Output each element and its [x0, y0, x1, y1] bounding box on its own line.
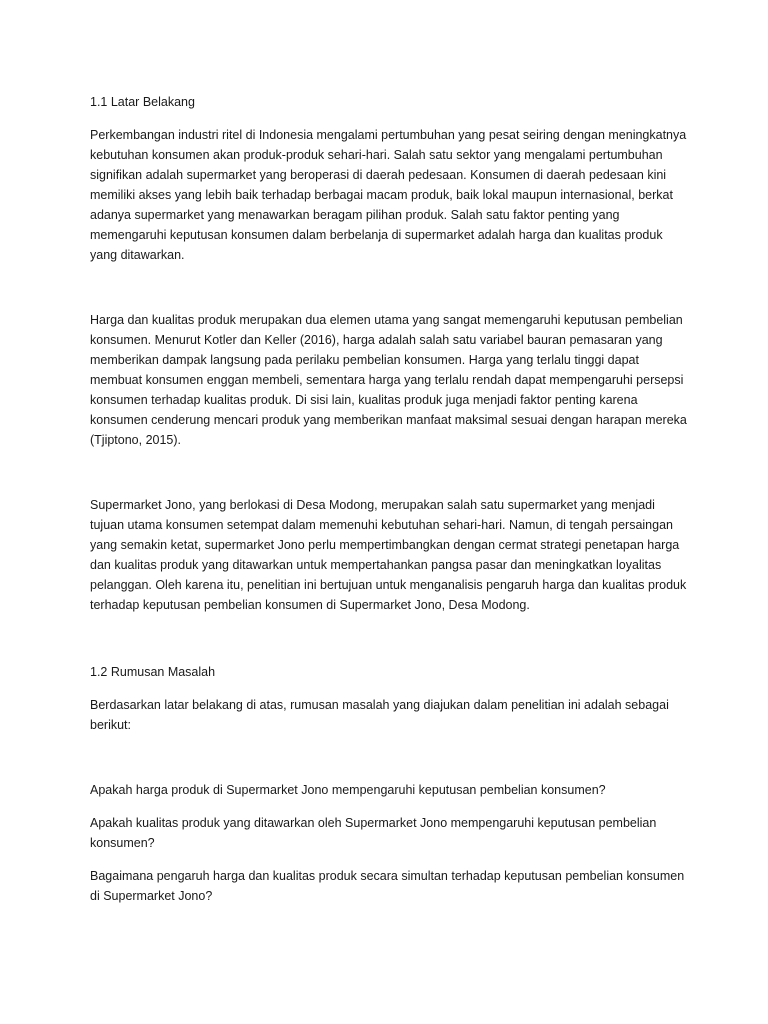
- section-spacer: [90, 628, 690, 662]
- paragraph-latar-belakang-1: Perkembangan industri ritel di Indonesia mengalami pertumbuhan yang pesat seiring dengan meningkatnya kebutuhan konsumen akan produk-produk sehari-hari. Salah satu sektor yang mengalami pertumbuhan signifikan adalah supermarket yang beroperasi di daerah pedesaan. Konsumen di daerah pedesaan kini memiliki akses yang lebih baik terhadap berbagai macam produk, baik lokal maupun internasional, berkat adanya supermarket yang menawarkan beragam pilihan produk. Salah satu faktor penting yang memengaruhi keputusan konsumen dalam berbelanja di supermarket adalah harga dan kualitas produk yang ditawarkan.: [90, 128, 687, 262]
- section-heading-latar-belakang: 1.1 Latar Belakang: [90, 95, 195, 109]
- question-item-1: Apakah harga produk di Supermarket Jono mempengaruhi keputusan pembelian konsumen?: [90, 783, 606, 797]
- paragraph-latar-belakang-2: Harga dan kualitas produk merupakan dua elemen utama yang sangat memengaruhi keputusan pembelian konsumen. Menurut Kotler dan Keller (2016), harga adalah salah satu variabel bauran pemasaran yang memberikan dampak langsung pada perilaku pembelian konsumen. Harga yang terlalu tinggi dapat membuat konsumen enggan membeli, sementara harga yang terlalu rendah dapat mempengaruhi persepsi konsumen terhadap kualitas produk. Di sisi lain, kualitas produk juga menjadi faktor penting karena konsumen cenderung mencari produk yang memberikan manfaat maksimal sesuai dengan harapan mereka (Tjiptono, 2015).: [90, 313, 687, 447]
- paragraph-rumusan-intro: Berdasarkan latar belakang di atas, rumusan masalah yang diajukan dalam penelitian ini adalah sebagai berikut:: [90, 698, 669, 732]
- question-item-3: Bagaimana pengaruh harga dan kualitas produk secara simultan terhadap keputusan pembelian konsumen di Supermarket Jono?: [90, 869, 685, 903]
- document-page: [90, 92, 690, 919]
- paragraph-latar-belakang-3: Supermarket Jono, yang berlokasi di Desa Modong, merupakan salah satu supermarket yang menjadi tujuan utama konsumen setempat dalam memenuhi kebutuhan sehari-hari. Namun, di tengah persaingan yang semakin ketat, supermarket Jono perlu mempertimbangkan dengan cermat strategi penetapan harga dan kualitas produk yang ditawarkan untuk mempertahankan pangsa pasar dan meningkatkan loyalitas pelanggan. Oleh karena itu, penelitian ini bertujuan untuk menganalisis pengaruh harga dan kualitas produk terhadap keputusan pembelian konsumen di Supermarket Jono, Desa Modong.: [90, 498, 687, 612]
- paragraph-spacer: [90, 278, 690, 310]
- section-heading-rumusan-masalah: 1.2 Rumusan Masalah: [90, 665, 216, 679]
- list-spacer: [90, 748, 690, 780]
- question-item-2: Apakah kualitas produk yang ditawarkan oleh Supermarket Jono mempengaruhi keputusan pembelian konsumen?: [90, 816, 657, 850]
- paragraph-spacer: [90, 463, 690, 495]
